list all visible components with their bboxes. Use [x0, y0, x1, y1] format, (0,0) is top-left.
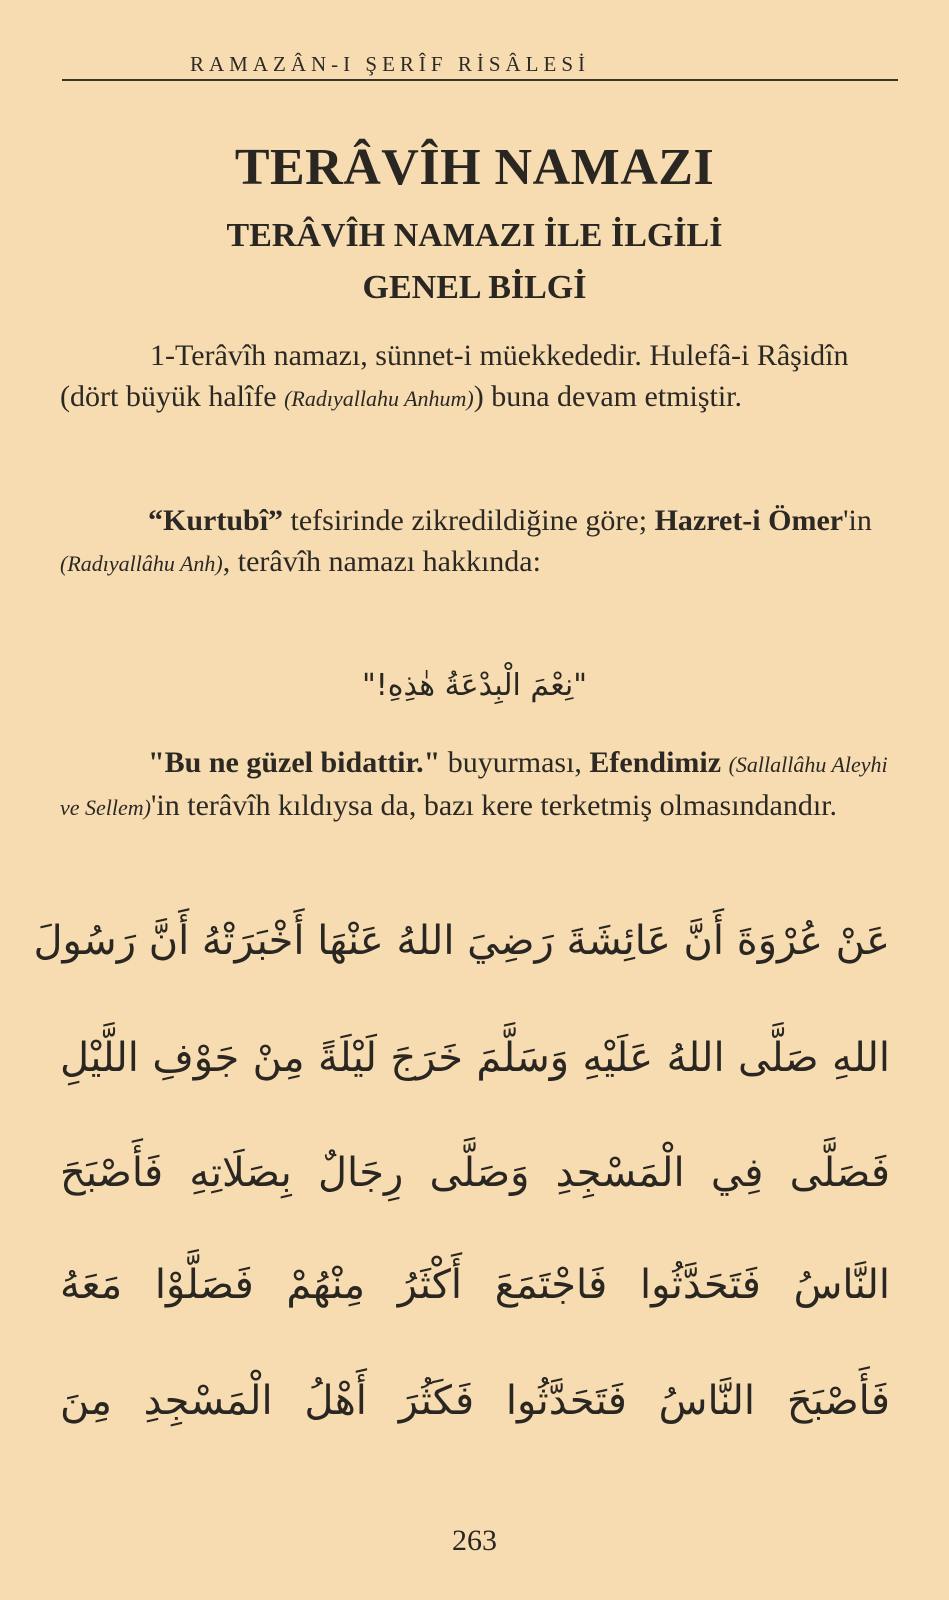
subtitle-line-1: TERÂVÎH NAMAZI İLE İLGİLİ — [226, 217, 723, 254]
paragraph-1-text-a: 1-Terâvîh namazı, sünnet-i müekkededir. Hulefâ-i Râşidîn (dört büyük halîfe — [60, 339, 849, 413]
paragraph-3-text-b — [721, 746, 729, 779]
paragraph-3-text-a: buyurması, — [440, 746, 590, 779]
arabic-quote: "نِعْمَ الْبِدْعَةُ هٰذِهِ!" — [361, 668, 588, 703]
arabic-hadith-line-5: فَأَصْبَحَ النَّاسُ فَتَحَدَّثُوا فَكَثُرَ أَهْلُ الْمَسْجِدِ مِنَ — [60, 1378, 890, 1424]
paragraph-3-bold-a: "Bu ne güzel bidattir." — [148, 746, 441, 779]
paragraph-1 — [60, 335, 890, 419]
header-rule — [62, 79, 898, 81]
paragraph-3-honorific: (Sallallâhu Aleyhi ve Sellem) — [60, 752, 888, 820]
arabic-hadith-line-1: عَنْ عُرْوَةَ أَنَّ عَائِشَةَ رَضِيَ اللهُ عَنْهَا أَخْبَرَتْهُ أَنَّ رَسُولَ — [33, 918, 890, 964]
paragraph-3 — [60, 742, 890, 828]
paragraph-1-honorific: (Radıyallahu Anhum) — [284, 386, 474, 411]
section-title: TERÂVÎH NAMAZI — [234, 139, 715, 196]
running-head: RAMAZÂN-I ŞERÎF RİSÂLESİ — [190, 52, 591, 76]
arabic-hadith-line-2: اللهِ صَلَّى اللهُ عَلَيْهِ وَسَلَّمَ خَرَجَ لَيْلَةً مِنْ جَوْفِ اللَّيْلِ — [60, 1035, 890, 1081]
paragraph-2-bold-b: Hazret-i Ömer — [654, 504, 844, 537]
paragraph-3-bold-b: Efendimiz — [589, 746, 722, 779]
paragraph-2-text-a: tefsirinde zikredildiğine göre; — [283, 504, 655, 537]
arabic-hadith-line-4: النَّاسُ فَتَحَدَّثُوا فَاجْتَمَعَ أَكْثَرُ مِنْهُمْ فَصَلَّوْا مَعَهُ — [60, 1262, 890, 1308]
paragraph-2-bold-a: “Kurtubî” — [148, 504, 284, 537]
paragraph-2-honorific: (Radıyallâhu Anh) — [60, 551, 223, 576]
paragraph-3-text-c: 'in terâvîh kıldıysa da, bazı kere terketmiş olmasındandır. — [151, 789, 838, 822]
paragraph-2-text-b: 'in — [843, 504, 872, 537]
paragraph-1-text-b: ) buna devam etmiştir. — [473, 380, 743, 413]
arabic-hadith-line-3: فَصَلَّى فِي الْمَسْجِدِ وَصَلَّى رِجَالٌ بِصَلَاتِهِ فَأَصْبَحَ — [60, 1150, 890, 1196]
subtitle-line-2: GENEL BİLGİ — [362, 269, 587, 306]
paragraph-2-text-c: , terâvîh namazı hakkında: — [222, 545, 541, 578]
page-number: 263 — [452, 1524, 497, 1557]
section-subtitle — [0, 210, 949, 314]
paragraph-2 — [60, 500, 890, 584]
